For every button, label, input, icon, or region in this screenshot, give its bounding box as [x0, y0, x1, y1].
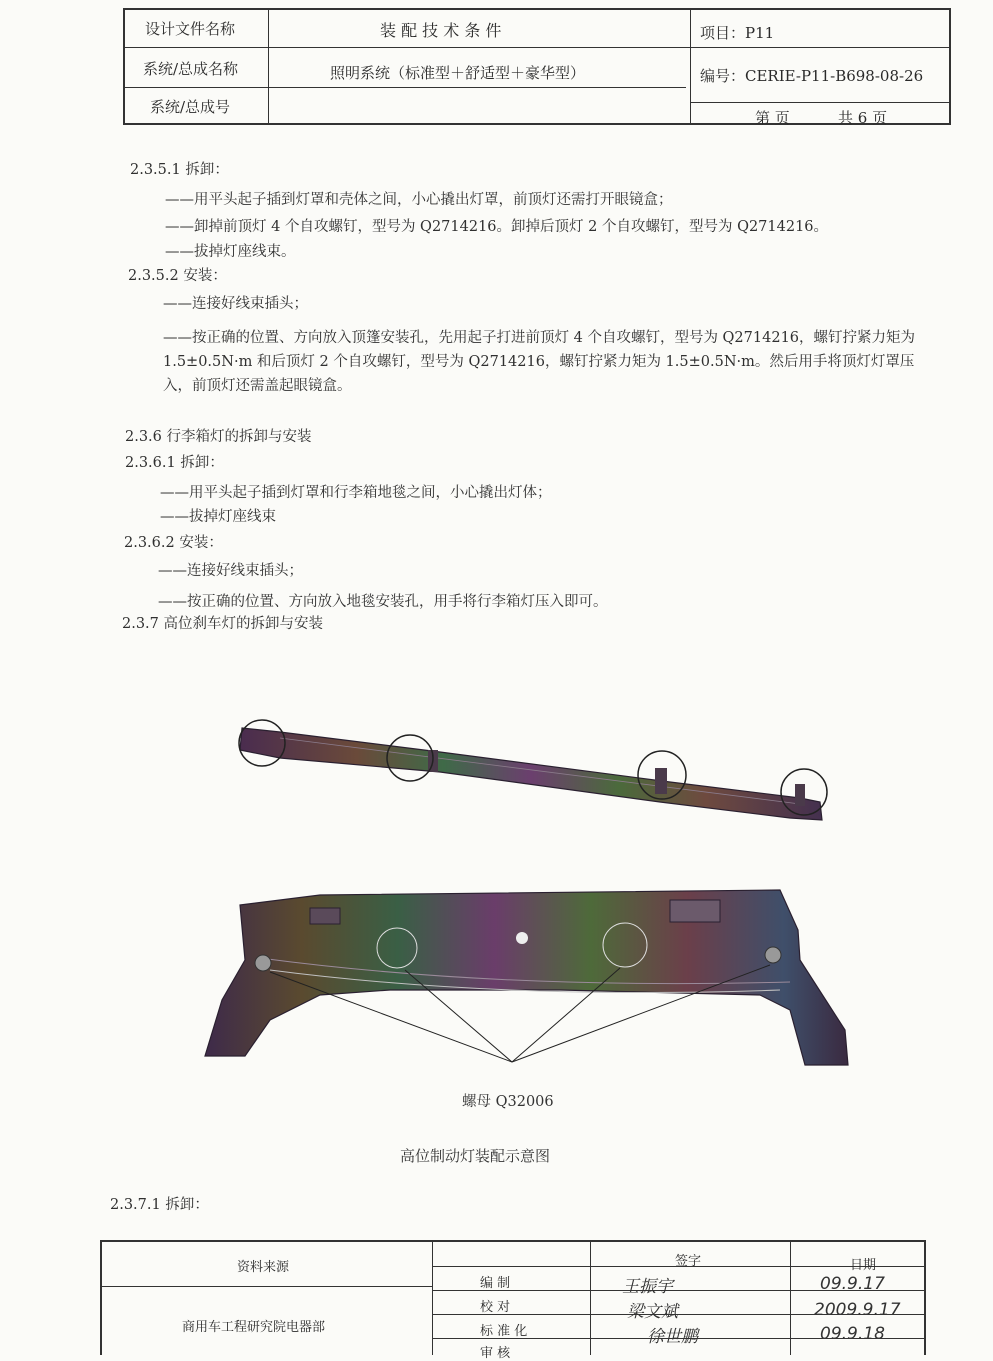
s2352-step-1: ——连接好线束插头；: [163, 296, 308, 312]
footer-table: [100, 1240, 926, 1361]
section-236-title: 2.3.6 行李箱灯的拆卸与安装: [125, 429, 312, 445]
signature-checked: 梁文斌: [627, 1302, 678, 1322]
section-2352-title: 2.3.5.2 安装：: [128, 268, 227, 284]
section-2351-title: 2.3.5.1 拆卸：: [130, 162, 229, 178]
section-2362-title: 2.3.6.2 安装：: [124, 535, 223, 551]
doc-name-label: 设计文件名称: [145, 20, 236, 38]
s2362-step-2: ——按正确的位置、方向放入地毯安装孔，用手将行李箱灯压入即可。: [158, 594, 608, 610]
role-reviewed: 审 核: [480, 1346, 511, 1361]
document-number: 编号：CERIE-P11-B698-08-26: [700, 67, 924, 85]
s2352-step-2: ——按正确的位置、方向放入顶篷安装孔，先用起子打进前顶灯 4 个自攻螺钉，型号为 Q2714216，螺钉拧紧力矩为 1.5±0.5N·m 和后顶灯 2 个自攻螺钉，型号为 Q2714216，螺钉拧紧力矩为 1.5±0.5N·m。然后用手将顶灯灯罩压入，前顶灯还需盖起眼镜盒。: [163, 330, 916, 394]
source-value: 商用车工程研究院电器部: [182, 1320, 326, 1335]
date-prepared: 09.9.17: [820, 1274, 885, 1294]
figure-caption: 高位制动灯装配示意图: [400, 1147, 551, 1165]
role-standardized: 标 准 化: [480, 1324, 528, 1339]
s2362-step-1: ——连接好线束插头；: [158, 563, 303, 579]
total-pages: 共 6 页: [838, 109, 888, 127]
s2351-step-2: ——卸掉前顶灯 4 个自攻螺钉，型号为 Q2714216。卸掉后顶灯 2 个自攻螺钉，型号为 Q2714216。: [165, 219, 829, 235]
brake-light-side-view: [239, 720, 827, 820]
date-checked: 2009.9.17: [814, 1300, 901, 1320]
system-name-value: 照明系统（标准型＋舒适型＋豪华型）: [330, 64, 586, 82]
date-standardized: 09.9.18: [820, 1324, 885, 1344]
s2361-step-1: ——用平头起子插到灯罩和行李箱地毯之间，小心撬出灯体；: [160, 485, 552, 501]
brake-light-assembly-figure: [200, 690, 860, 1090]
date-header: 日期: [850, 1258, 877, 1273]
page-label: 第 页: [755, 109, 790, 127]
s2351-step-1: ——用平头起子插到灯罩和壳体之间，小心撬出灯罩，前顶灯还需打开眼镜盒；: [165, 192, 673, 208]
nut-label: 螺母 Q32006: [462, 1094, 554, 1110]
system-no-label: 系统/总成号: [150, 98, 231, 116]
source-label: 资料来源: [237, 1260, 290, 1275]
signature-standardized: 徐世鹏: [647, 1327, 698, 1347]
role-prepared: 编 制: [480, 1276, 511, 1291]
section-2371-title: 2.3.7.1 拆卸：: [110, 1197, 209, 1213]
system-name-label: 系统/总成名称: [143, 60, 239, 78]
brake-light-front-view: [205, 890, 848, 1065]
s2351-step-3: ——拔掉灯座线束。: [165, 244, 296, 260]
section-237-title: 2.3.7 高位刹车灯的拆卸与安装: [122, 616, 324, 632]
role-checked: 校 对: [480, 1300, 511, 1315]
doc-name-value: 装 配 技 术 条 件: [380, 21, 502, 40]
signature-prepared: 王振宇: [622, 1277, 673, 1297]
sign-header: 签字: [675, 1254, 702, 1269]
s2361-step-2: ——拔掉灯座线束: [160, 509, 276, 525]
header-table: [123, 8, 951, 125]
project-label: 项目：P11: [700, 24, 775, 42]
section-2361-title: 2.3.6.1 拆卸：: [125, 455, 224, 471]
